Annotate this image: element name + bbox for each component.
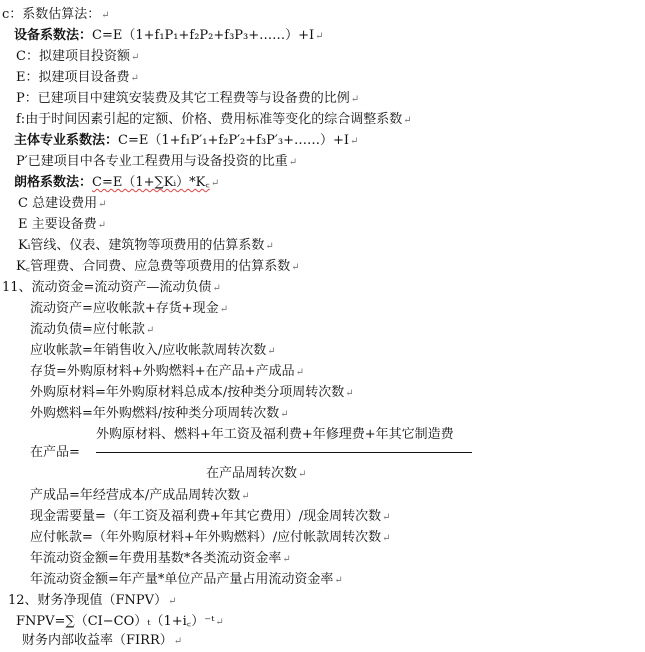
text-line xyxy=(16,256,300,278)
paragraph-mark-icon: ↵ xyxy=(291,262,300,273)
paragraph-mark-icon: ↵ xyxy=(210,178,220,189)
line-text: C：拟建项目投资额 xyxy=(16,49,130,64)
fraction-numerator xyxy=(96,424,454,445)
line-text: 现金需要量=（年工资及福利费+年其它费用）/现金周转次数 xyxy=(30,509,382,524)
formula-line xyxy=(14,172,219,194)
text-line xyxy=(18,214,106,236)
line-text: 在产品= xyxy=(30,445,80,460)
paragraph-mark-icon: ↵ xyxy=(98,199,107,210)
paragraph-mark-icon: ↵ xyxy=(345,388,354,399)
line-text: 存货=外购原材料+外购燃料+在产品+产成品 xyxy=(30,364,295,379)
text-line xyxy=(30,340,276,362)
line-text: 流动负债=应付帐款 xyxy=(30,322,145,337)
text-line xyxy=(30,403,289,425)
line-text: 11、流动资金=流动资产—流动负债 xyxy=(2,280,212,295)
line-text: 财务内部收益率（FIRR） xyxy=(22,633,173,648)
formula-line xyxy=(14,130,358,152)
text-line xyxy=(30,361,304,383)
line-text: 12、财务净现值（FNPV） xyxy=(8,593,168,608)
formula-text: C=E（1+f₁P′₁+f₂P′₂+f₃P′₃+……）+I xyxy=(118,133,350,148)
text-line xyxy=(30,506,391,528)
paragraph-mark-icon: ↵ xyxy=(215,617,224,628)
section-heading xyxy=(8,590,176,612)
paragraph-mark-icon: ↵ xyxy=(267,346,276,357)
paragraph-mark-icon: ↵ xyxy=(282,554,291,565)
line-text: 应付帐款=（年外购原材料+年外购燃料）/应付帐款周转次数 xyxy=(30,530,382,545)
paragraph-mark-icon: ↵ xyxy=(350,94,360,105)
text-line xyxy=(30,298,228,320)
formula-line xyxy=(14,25,324,47)
paragraph-mark-icon: ↵ xyxy=(382,533,391,544)
text-line xyxy=(18,193,106,215)
paragraph-mark-icon: ↵ xyxy=(219,304,229,315)
line-text: f:由于时间因素引起的定额、价格、费用标准等变化的综合调整系数 xyxy=(16,112,403,127)
line-text: c：系数估算法： xyxy=(2,7,101,22)
fraction-lhs xyxy=(30,442,80,463)
text-line xyxy=(30,569,343,591)
text-line xyxy=(16,88,359,110)
line-text: 年流动资金额=年产量*单位产品产量占用流动资金率 xyxy=(30,572,334,587)
paragraph-mark-icon: ↵ xyxy=(350,136,359,147)
line-text: E：拟建项目设备费 xyxy=(16,70,130,85)
text-line xyxy=(30,485,250,507)
text-line xyxy=(30,382,354,404)
line-text: K꜀管理费、合同费、应急费等项费用的估算系数 xyxy=(16,259,291,274)
paragraph-mark-icon: ↵ xyxy=(265,241,274,252)
formula-text: C=E（1+∑Kᵢ）*K꜀ xyxy=(92,175,210,190)
fraction-bar xyxy=(96,452,472,453)
paragraph-mark-icon: ↵ xyxy=(382,512,391,523)
paragraph-mark-icon: ↵ xyxy=(97,220,107,231)
section-heading xyxy=(2,277,221,299)
paragraph-mark-icon: ↵ xyxy=(130,73,139,84)
paragraph-mark-icon: ↵ xyxy=(130,52,140,63)
line-text: 外购燃料=年外购燃料/按种类分项周转次数 xyxy=(30,406,280,421)
line-text: P：已建项目中建筑安装费及其它工程费等与设备费的比例 xyxy=(16,91,350,106)
text-line xyxy=(30,527,391,549)
line-text: 外购原材料=年外购原材料总成本/按种类分项周转次数 xyxy=(30,385,345,400)
line-text: 年流动资金额=年费用基数*各类流动资金率 xyxy=(30,551,282,566)
paragraph-mark-icon: ↵ xyxy=(212,283,221,294)
paragraph-mark-icon: ↵ xyxy=(101,10,110,21)
paragraph-mark-icon: ↵ xyxy=(298,469,307,480)
text-line xyxy=(16,109,412,131)
text-line xyxy=(30,319,154,341)
paragraph-mark-icon: ↵ xyxy=(241,491,250,502)
paragraph-mark-icon: ↵ xyxy=(315,31,324,42)
text-line xyxy=(16,67,139,89)
paragraph-mark-icon: ↵ xyxy=(295,367,304,378)
paragraph-mark-icon: ↵ xyxy=(403,115,412,126)
line-text: 外购原材料、燃料+年工资及福利费+年修理费+年其它制造费 xyxy=(96,427,454,442)
method-heading: 设备系数法： xyxy=(14,28,93,43)
paragraph-mark-icon: ↵ xyxy=(145,325,155,336)
text-line xyxy=(16,151,297,173)
formula-text: C=E（1+f₁P₁+f₂P₂+f₃P₃+……）+I xyxy=(92,28,315,43)
text-line xyxy=(30,548,291,570)
method-heading: 主体专业系数法： xyxy=(14,133,119,148)
line-text: 产成品=年经营成本/产成品周转次数 xyxy=(30,488,241,503)
fraction-denominator xyxy=(206,463,306,485)
paragraph-mark-icon: ↵ xyxy=(173,636,183,647)
formula-text: FNPV=∑（CI−CO）ₜ（1+i꜀）⁻ᵗ xyxy=(16,614,215,629)
line-text: 应收帐款=年销售收入/应收帐款周转次数 xyxy=(30,343,267,358)
line-text: 在产品周转次数 xyxy=(206,466,298,481)
text-line xyxy=(16,46,139,68)
text-line xyxy=(22,630,182,652)
line-text: Kᵢ管线、仪表、建筑物等项费用的估算系数 xyxy=(18,238,265,253)
text-line xyxy=(18,235,274,257)
paragraph-mark-icon: ↵ xyxy=(334,575,343,586)
line-text: 流动资产=应收帐款+存货+现金 xyxy=(30,301,219,316)
line-text: C 总建设费用 xyxy=(18,196,98,211)
paragraph-mark-icon: ↵ xyxy=(168,596,177,607)
paragraph-mark-icon: ↵ xyxy=(288,157,298,168)
paragraph-mark-icon: ↵ xyxy=(280,409,289,420)
line-text: P′已建项目中各专业工程费用与设备投资的比重 xyxy=(16,154,288,169)
text-line xyxy=(2,4,110,26)
method-heading: 朗格系数法： xyxy=(14,175,93,190)
line-text: E 主要设备费 xyxy=(18,217,97,232)
